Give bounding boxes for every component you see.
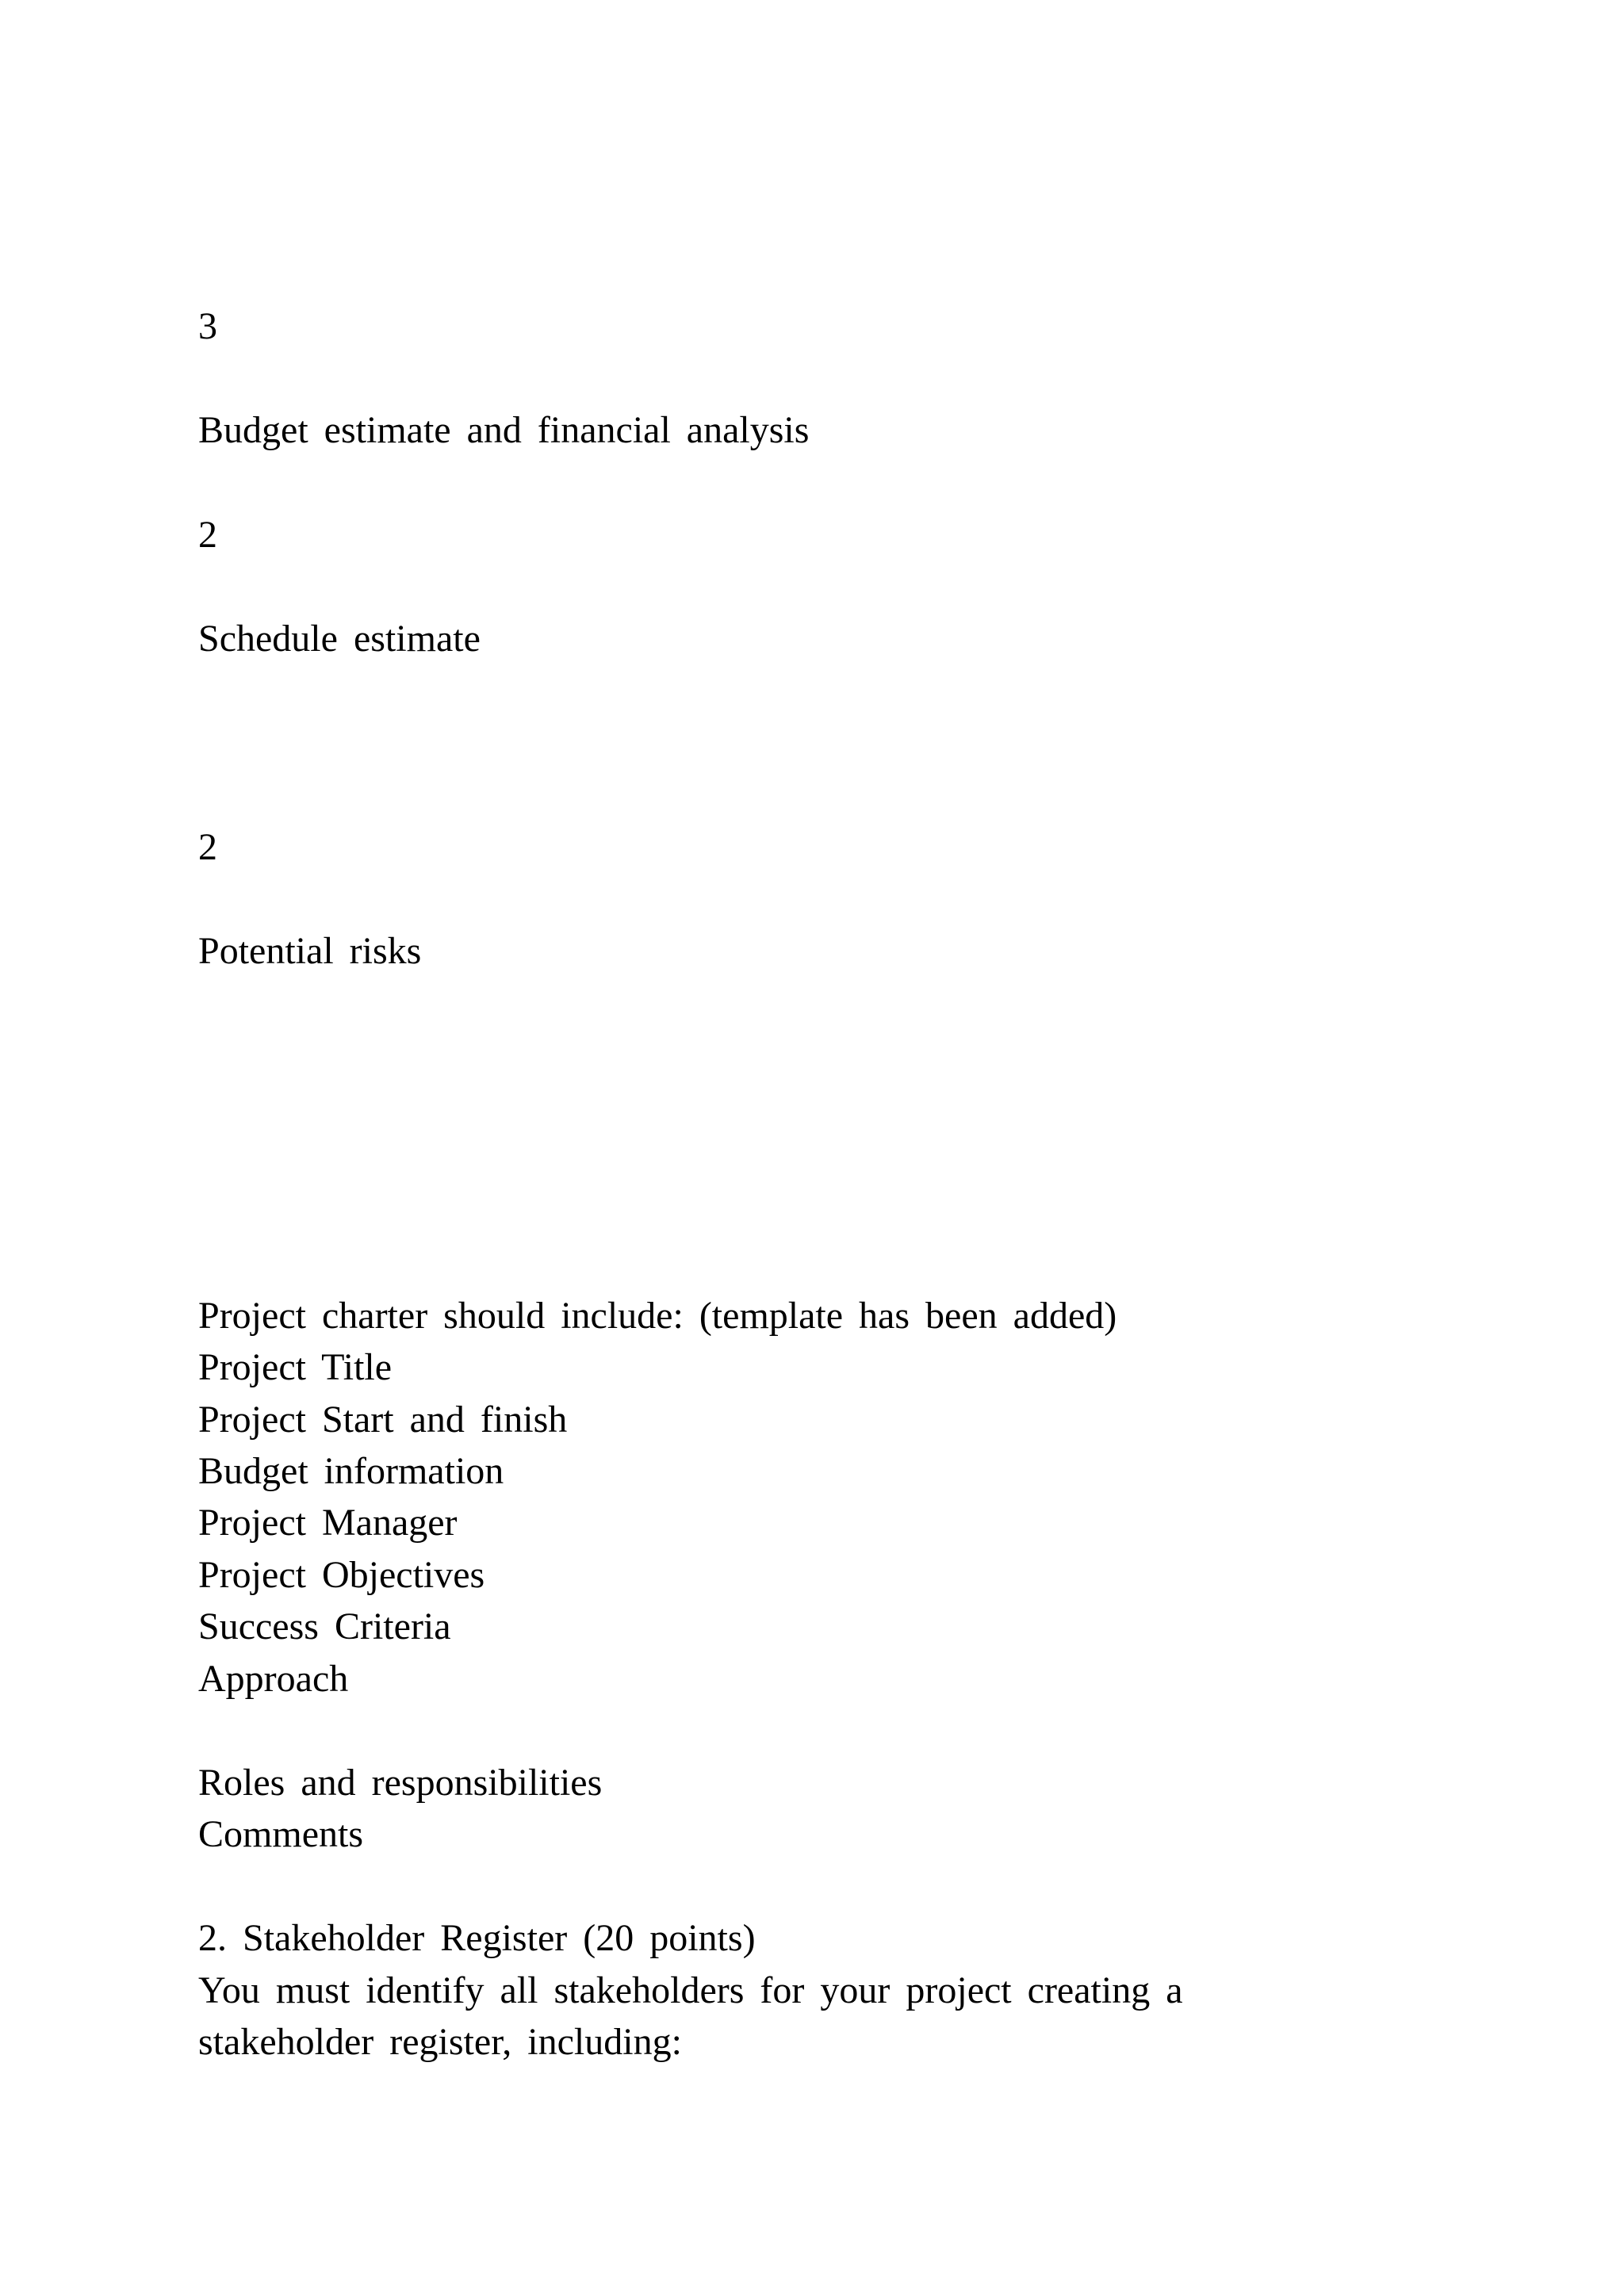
charter-intro: Project charter should include: (template has been added) xyxy=(198,1295,1117,1337)
score-budget: 3 xyxy=(198,305,217,347)
charter-item-success: Success Criteria xyxy=(198,1605,451,1647)
charter-item-roles: Roles and responsibilities xyxy=(198,1762,603,1804)
score-risks: 2 xyxy=(198,826,217,868)
charter-item-approach: Approach xyxy=(198,1658,349,1700)
stakeholder-heading: 2. Stakeholder Register (20 points) xyxy=(198,1917,756,1959)
score-schedule: 2 xyxy=(198,514,217,556)
charter-item-objectives: Project Objectives xyxy=(198,1554,485,1596)
item-schedule-estimate: Schedule estimate xyxy=(198,618,481,660)
stakeholder-body-line-2: stakeholder register, including: xyxy=(198,2021,682,2063)
charter-item-budget: Budget information xyxy=(198,1450,504,1492)
item-budget-estimate: Budget estimate and financial analysis xyxy=(198,409,810,451)
stakeholder-body-line-1: You must identify all stakeholders for your project creating a xyxy=(198,1969,1183,2011)
charter-item-manager: Project Manager xyxy=(198,1502,458,1544)
charter-item-start-finish: Project Start and finish xyxy=(198,1399,568,1441)
item-potential-risks: Potential risks xyxy=(198,930,422,972)
charter-item-comments: Comments xyxy=(198,1813,364,1855)
charter-item-title: Project Title xyxy=(198,1346,393,1388)
